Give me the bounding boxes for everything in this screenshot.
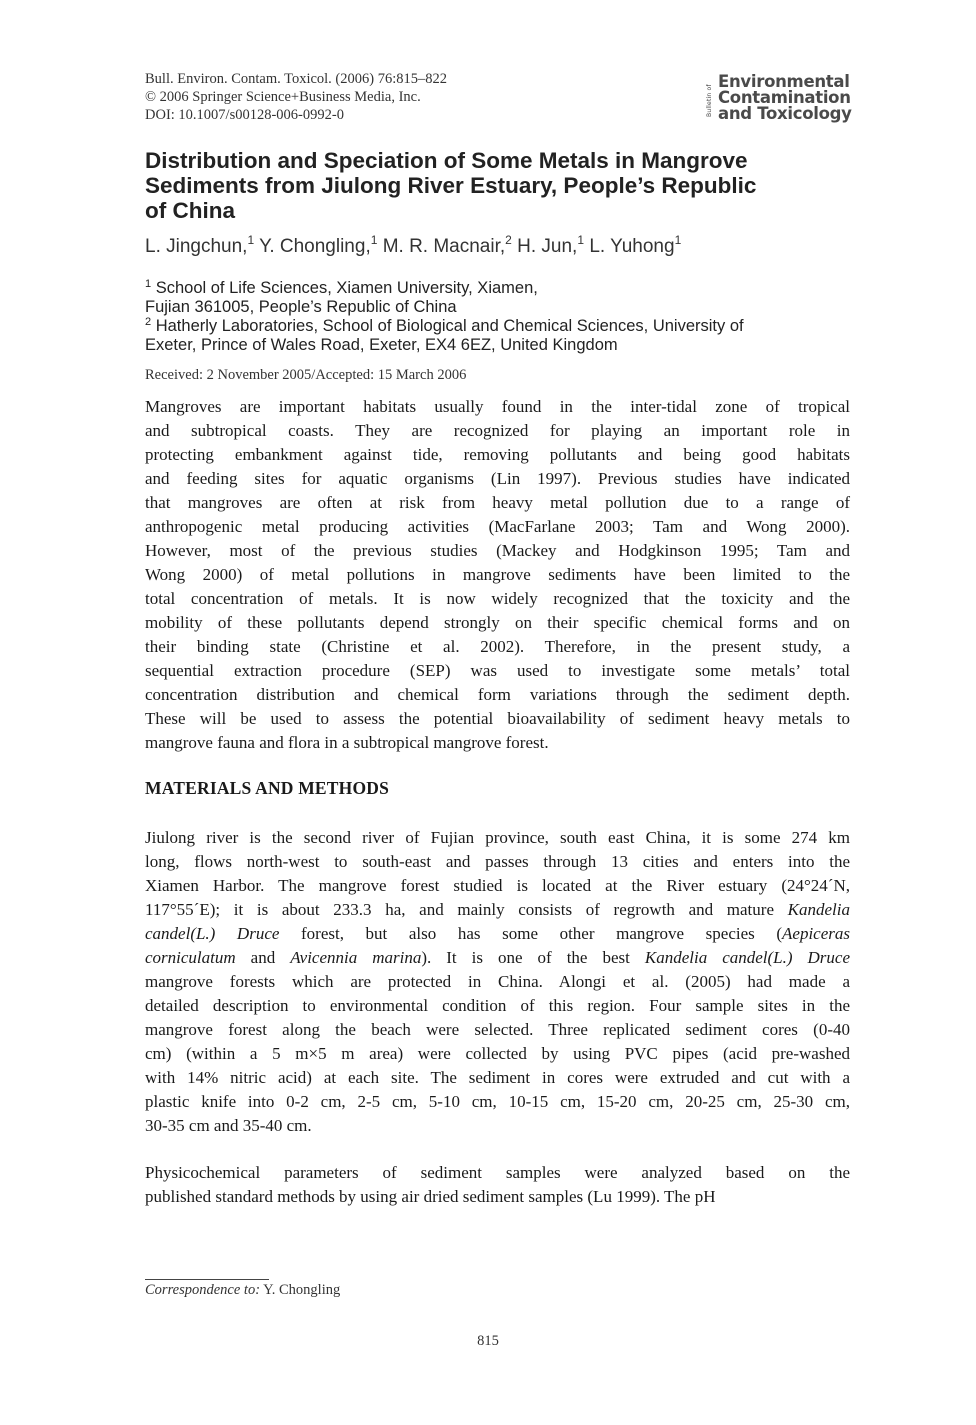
- italic-term: corniculatum: [145, 948, 236, 967]
- text-line: However, most of the previous studies (Mackey and Hodgkinson 1995; Tam and: [145, 541, 850, 560]
- text-segment: forest, but also has some other mangrove species (: [279, 924, 783, 943]
- affiliation-text: School of Life Sciences, Xiamen University, Xiamen,: [155, 279, 538, 297]
- text-line: [145, 970, 850, 994]
- text-segment: long, flows north-west to south-east and passes through 13 cities and enters into the: [145, 852, 850, 871]
- text-line: Wong 2000) of metal pollutions in mangrove sediments have been limited to the: [145, 565, 850, 584]
- text-line: [145, 922, 850, 946]
- journal-logo-line: and Toxicology: [718, 104, 852, 123]
- affiliation-mark: 1: [577, 233, 585, 247]
- text-segment: and: [235, 948, 291, 967]
- text-segment: cm) (within a 5 m×5 m area) were collected by using PVC pipes (acid pre-washed: [145, 1044, 850, 1063]
- author-list: [145, 233, 682, 258]
- page-number: 815: [477, 1333, 499, 1349]
- affiliation-mark: 1: [247, 233, 255, 247]
- title-line: Sediments from Jiulong River Estuary, People’s Republic: [145, 173, 757, 198]
- affiliation-mark: 1: [370, 233, 378, 247]
- affiliation-line: Fujian 361005, People’s Republic of China: [145, 298, 457, 316]
- affiliation-line: [145, 279, 865, 298]
- text-segment: detailed description to environmental condition of this region. Four sample sites in the: [145, 996, 850, 1015]
- author-name: H. Jun,: [517, 236, 578, 257]
- text-segment: mangrove forest along the beach were selected. Three replicated sediment cores (0-40: [145, 1020, 850, 1039]
- author-name: L. Jingchun,: [145, 236, 248, 257]
- correspondence-name: Y. Chongling: [263, 1282, 341, 1298]
- text-segment: ). It is one of the best: [421, 948, 645, 967]
- affiliation-mark: 2: [505, 233, 512, 247]
- text-segment: 30-35 cm and 35-40 cm.: [145, 1116, 312, 1135]
- italic-term: Kandelia candel(L.) Druce: [644, 948, 851, 967]
- text-line: [145, 874, 850, 898]
- text-line: [145, 850, 850, 874]
- affiliations: [145, 279, 865, 355]
- text-line: Physicochemical parameters of sediment samples were analyzed based on the: [145, 1163, 850, 1182]
- author-name: Y. Chongling,: [259, 236, 371, 257]
- title-line: Distribution and Speciation of Some Metals in Mangrove: [145, 148, 748, 173]
- journal-logo-line: Contamination: [718, 88, 851, 107]
- text-line: and feeding sites for aquatic organisms (Lin 1997). Previous studies have indicated: [145, 469, 850, 488]
- text-segment: plastic knife into 0-2 cm, 2-5 cm, 5-10 cm, 10-15 cm, 15-20 cm, 20-25 cm, 25-30 cm,: [145, 1092, 850, 1111]
- text-line: Mangroves are important habitats usually found in the inter-tidal zone of tropical: [145, 397, 850, 416]
- text-line: [145, 1114, 850, 1138]
- italic-term: candel(L.) Druce: [145, 924, 280, 943]
- doi-line: DOI: 10.1007/s00128-006-0992-0: [145, 107, 344, 123]
- section-heading: MATERIALS AND METHODS: [145, 778, 390, 798]
- text-line: anthropogenic metal producing activities (MacFarlane 2003; Tam and Wong 2000).: [145, 517, 850, 536]
- text-line: mobility of these pollutants depend strongly on their specific chemical forms and on: [145, 613, 850, 632]
- text-line: sequential extraction procedure (SEP) was used to investigate some metals’ total: [145, 661, 850, 680]
- text-line: and subtropical coasts. They are recognized for playing an important role in: [145, 421, 850, 440]
- journal-logo-line: Environmental: [718, 72, 850, 91]
- text-line: published standard methods by using air dried sediment samples (Lu 1999). The pH: [145, 1187, 716, 1206]
- text-line: [145, 898, 850, 922]
- text-line: [145, 826, 850, 850]
- text-segment: mangrove forests which are protected in China. Alongi et al. (2005) had made a: [145, 972, 850, 991]
- text-segment: Xiamen Harbor. The mangrove forest studied is located at the River estuary (24°24´N,: [145, 876, 850, 895]
- text-line: protecting embankment against tide, removing pollutants and being good habitats: [145, 445, 850, 464]
- article-title: [145, 148, 865, 223]
- text-line: [145, 1018, 850, 1042]
- text-line: that mangroves are often at risk from heavy metal pollution due to a range of: [145, 493, 850, 512]
- text-line: concentration distribution and chemical form variations through the sediment depth.: [145, 685, 850, 704]
- affiliation-mark: 2: [145, 316, 152, 328]
- methods-paragraph: [145, 826, 850, 1138]
- text-segment: with 14% nitric acid) at each site. The sediment in cores were extruded and cut with a: [145, 1068, 850, 1087]
- journal-logo-prefix: Bulletin of: [706, 84, 713, 118]
- affiliation-line: Exeter, Prince of Wales Road, Exeter, EX4 6EZ, United Kingdom: [145, 336, 618, 354]
- copyright-line: © 2006 Springer Science+Business Media, Inc.: [145, 89, 421, 105]
- text-line: mangrove fauna and flora in a subtropical mangrove forest.: [145, 733, 549, 752]
- physicochemical-paragraph: [145, 1161, 850, 1209]
- text-segment: 117°55´E); it is about 233.3 ha, and mainly consists of regrowth and mature: [145, 900, 788, 919]
- text-line: These will be used to assess the potential bioavailability of sediment heavy metals to: [145, 709, 850, 728]
- text-line: total concentration of metals. It is now widely recognized that the toxicity and the: [145, 589, 850, 608]
- title-line: of China: [145, 198, 235, 223]
- citation-line: Bull. Environ. Contam. Toxicol. (2006) 76:815–822: [145, 71, 447, 87]
- affiliation-line: [145, 317, 865, 336]
- author-name: L. Yuhong: [589, 236, 675, 257]
- journal-logo: [706, 74, 870, 126]
- affiliation-text: Hatherly Laboratories, School of Biological and Chemical Sciences, University of: [155, 317, 744, 335]
- intro-paragraph: [145, 395, 850, 755]
- affiliation-mark: 1: [674, 233, 682, 247]
- received-dates: Received: 2 November 2005/Accepted: 15 March 2006: [145, 367, 467, 383]
- journal-logo-wordmark: [718, 74, 852, 122]
- footnote-divider: [145, 1279, 269, 1280]
- correspondence-footnote: [145, 1282, 340, 1299]
- correspondence-label: Correspondence to:: [145, 1282, 261, 1298]
- text-line: [145, 1066, 850, 1090]
- author-name: M. R. Macnair,: [382, 236, 506, 257]
- citation-block: [145, 70, 447, 124]
- text-segment: Jiulong river is the second river of Fujian province, south east China, it is some 274 km: [145, 828, 850, 847]
- text-line: [145, 1042, 850, 1066]
- italic-term: Avicennia marina: [290, 948, 422, 967]
- text-line: their binding state (Christine et al. 2002). Therefore, in the present study, a: [145, 637, 850, 656]
- italic-term: Kandelia: [787, 900, 850, 919]
- text-line: [145, 994, 850, 1018]
- text-line: [145, 946, 850, 970]
- italic-term: Aepiceras: [782, 924, 850, 943]
- text-line: [145, 1090, 850, 1114]
- affiliation-mark: 1: [145, 278, 152, 290]
